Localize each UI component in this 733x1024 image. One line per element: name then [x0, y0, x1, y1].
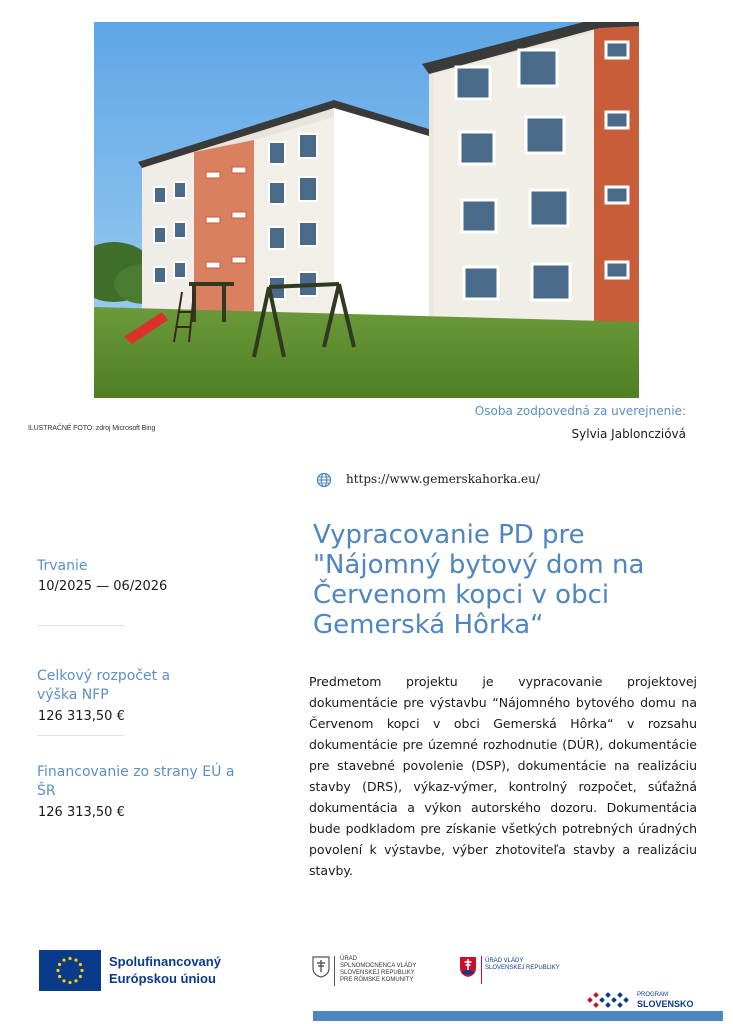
logo-divider: [481, 956, 482, 984]
eu-star-icon: [79, 975, 82, 978]
eu-cofinanced-text: [109, 953, 221, 987]
budget-label: Celkový rozpočet a výška NFP: [37, 668, 171, 703]
footer-accent-bar: [313, 1011, 723, 1021]
eu-star-icon: [80, 969, 83, 972]
program-slovensko-logo-text: PROGRAM SLOVENSKO: [637, 992, 694, 1009]
website-link[interactable]: https://www.gemerskahorka.eu/: [346, 472, 540, 486]
office-plenipotentiary-logo-text: ÚRAD SPLNOMOCNENCA VLÁDY SLOVENSKEJ REPUBLIKY PRE RÓMSKE KOMUNITY: [340, 956, 417, 983]
globe-icon: [316, 472, 332, 488]
divider: [37, 735, 125, 736]
eu-line-1: Spolufinancovaný: [109, 954, 221, 969]
eu-star-icon: [62, 979, 65, 982]
eu-line-2: Európskou úniou: [109, 971, 216, 986]
eu-flag-icon: [39, 950, 101, 991]
responsible-label: Osoba zodpovedná za uverejnenie:: [474, 404, 686, 418]
logo-divider: [334, 956, 335, 986]
eu-star-icon: [68, 981, 71, 984]
eu-star-icon: [58, 963, 61, 966]
funding-value: 126 313,50 €: [38, 805, 125, 820]
program-slovensko-mark-icon: [586, 990, 634, 1010]
duration-label: Trvanie: [37, 558, 88, 574]
eu-star-icon: [74, 959, 77, 962]
eu-star-icon: [56, 969, 59, 972]
duration-value: 10/2025 — 06/2026: [38, 579, 168, 594]
eu-star-icon: [79, 963, 82, 966]
budget-value: 126 313,50 €: [38, 709, 125, 724]
eu-star-icon: [62, 959, 65, 962]
photo-credit: ILUSTRAČNÉ FOTO: zdroj Microsoft Bing: [28, 425, 156, 432]
slovak-coat-of-arms-color-icon: [459, 956, 477, 978]
apartment-buildings-photo: [94, 22, 639, 398]
eu-star-icon: [58, 975, 61, 978]
government-office-logo-text: ÚRAD VLÁDY SLOVENSKEJ REPUBLIKY: [485, 958, 560, 971]
divider: [37, 625, 125, 626]
responsible-name: Sylvia Jablonczióvá: [571, 427, 686, 441]
project-description: Predmetom projektu je vypracovanie projektovej dokumentácie pre výstavbu “Nájomného bytového domu na Červenom kopci v obci Gemerská Hôrka“ v rozsahu dokumentácie pre územné rozhodnutie (DÚR), dokumentácie pre stavebné povolenie (DSP), dokumentácie na realizáciu stavby (DRS), výkaz-výmer, kontrolný rozpočet, súťažná dokumentácia a výkon autorského dozoru. Dokumentácia bude podkladom pre získanie všetkých potrebných úradných povolení k výstavbe, výber zhotoviteľa stavby a realizáciu stavby.: [309, 674, 697, 878]
eu-star-icon: [68, 957, 71, 960]
funding-label: Financovanie zo strany EÚ a ŠR: [37, 764, 235, 799]
eu-star-icon: [74, 979, 77, 982]
slovak-coat-of-arms-icon: [312, 956, 330, 978]
project-title: Vypracovanie PD pre "Nájomný bytový dom na Červenom kopci v obci Gemerská Hôrka“: [313, 520, 645, 640]
